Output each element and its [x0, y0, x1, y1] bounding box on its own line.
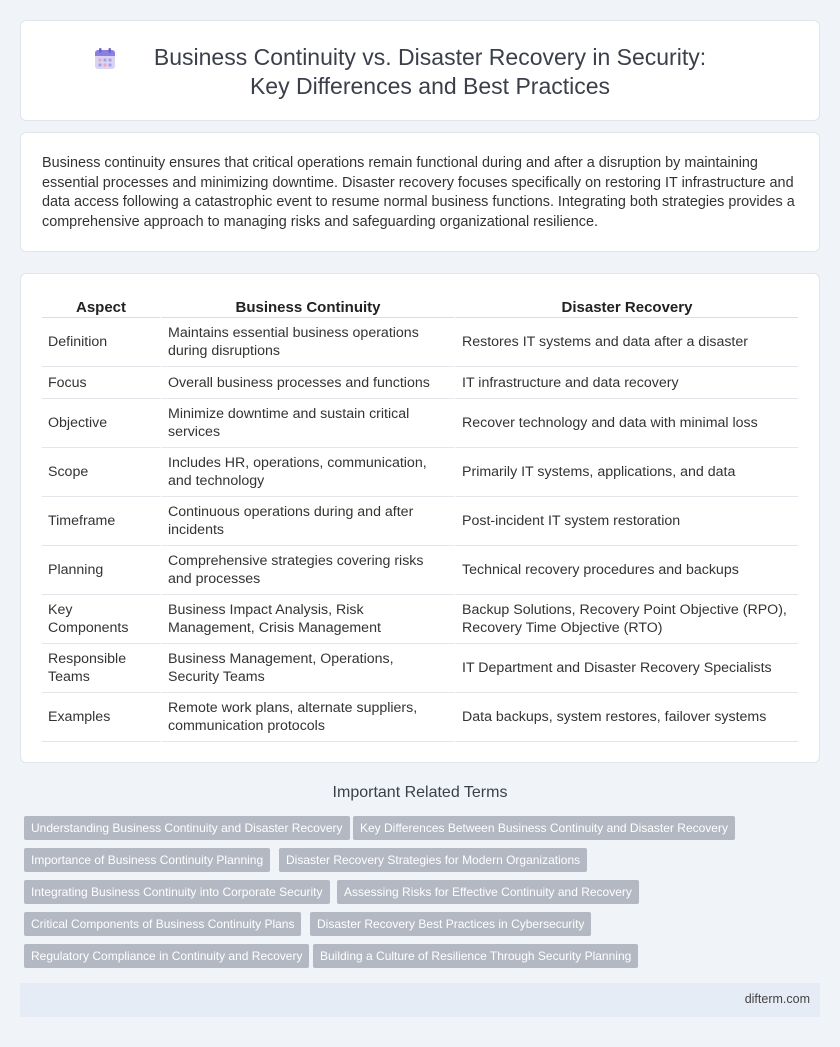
- comparison-card: [20, 273, 820, 763]
- title-card: [20, 20, 820, 121]
- aspect-cell: Examples: [42, 693, 160, 742]
- disaster-recovery-cell: IT infrastructure and data recovery: [454, 367, 798, 399]
- table-row: [42, 318, 798, 367]
- disaster-recovery-cell: Primarily IT systems, applications, and data: [454, 448, 798, 497]
- business-continuity-cell: Minimize downtime and sustain critical services: [160, 399, 454, 448]
- disaster-recovery-cell: Restores IT systems and data after a disaster: [454, 318, 798, 367]
- aspect-cell: Definition: [42, 318, 160, 367]
- comparison-table: [42, 298, 798, 742]
- footer: [20, 983, 820, 1017]
- related-tag[interactable]: Importance of Business Continuity Planning: [24, 848, 270, 872]
- table-row: [42, 497, 798, 546]
- business-continuity-cell: Business Impact Analysis, Risk Management, Crisis Management: [160, 595, 454, 644]
- table-row: [42, 448, 798, 497]
- header-business-continuity: Business Continuity: [160, 298, 454, 318]
- related-tag[interactable]: Disaster Recovery Best Practices in Cybersecurity: [310, 912, 591, 936]
- related-tag[interactable]: Key Differences Between Business Continuity and Disaster Recovery: [353, 816, 735, 840]
- header-disaster-recovery: Disaster Recovery: [454, 298, 798, 318]
- related-tag[interactable]: Regulatory Compliance in Continuity and Recovery: [24, 944, 309, 968]
- business-continuity-cell: Overall business processes and functions: [160, 367, 454, 399]
- table-row: [42, 367, 798, 399]
- aspect-cell: Focus: [42, 367, 160, 399]
- business-continuity-cell: Remote work plans, alternate suppliers, communication protocols: [160, 693, 454, 742]
- aspect-cell: Scope: [42, 448, 160, 497]
- business-continuity-cell: Comprehensive strategies covering risks and processes: [160, 546, 454, 595]
- related-tag[interactable]: Understanding Business Continuity and Disaster Recovery: [24, 816, 350, 840]
- business-continuity-cell: Maintains essential business operations during disruptions: [160, 318, 454, 367]
- table-row: [42, 693, 798, 742]
- disaster-recovery-cell: Backup Solutions, Recovery Point Objective (RPO), Recovery Time Objective (RTO): [454, 595, 798, 644]
- footer-site-link[interactable]: difterm.com: [744, 992, 810, 1006]
- disaster-recovery-cell: Post-incident IT system restoration: [454, 497, 798, 546]
- related-tag[interactable]: Assessing Risks for Effective Continuity and Recovery: [337, 880, 639, 904]
- header-aspect: Aspect: [42, 298, 160, 318]
- aspect-cell: Planning: [42, 546, 160, 595]
- intro-card: [20, 132, 820, 252]
- disaster-recovery-cell: IT Department and Disaster Recovery Specialists: [454, 644, 798, 693]
- disaster-recovery-cell: Recover technology and data with minimal loss: [454, 399, 798, 448]
- business-continuity-cell: Continuous operations during and after incidents: [160, 497, 454, 546]
- table-row: [42, 595, 798, 644]
- table-header-row: [42, 298, 798, 318]
- table-row: [42, 644, 798, 693]
- table-row: [42, 399, 798, 448]
- related-terms-title: Important Related Terms: [332, 784, 508, 801]
- related-tag[interactable]: Building a Culture of Resilience Through Security Planning: [313, 944, 638, 968]
- disaster-recovery-cell: Technical recovery procedures and backups: [454, 546, 798, 595]
- related-tag[interactable]: Critical Components of Business Continuity Plans: [24, 912, 301, 936]
- business-continuity-cell: Includes HR, operations, communication, and technology: [160, 448, 454, 497]
- related-tag[interactable]: Integrating Business Continuity into Corporate Security: [24, 880, 330, 904]
- aspect-cell: Timeframe: [42, 497, 160, 546]
- business-continuity-cell: Business Management, Operations, Security Teams: [160, 644, 454, 693]
- page-title: Business Continuity vs. Disaster Recovery in Security: Key Differences and Best Practices: [153, 44, 707, 99]
- disaster-recovery-cell: Data backups, system restores, failover systems: [454, 693, 798, 742]
- intro-paragraph: Business continuity ensures that critical operations remain functional during and after a disruption by maintaining essential processes and minimizing downtime. Disaster recovery focuses specifically on restoring IT infrastructure and data access following a catastrophic event to resume normal business functions. Integrating both strategies provides a comprehensive approach to managing risks and safeguarding organizational resilience.: [42, 155, 795, 230]
- aspect-cell: Key Components: [42, 595, 160, 644]
- aspect-cell: Responsible Teams: [42, 644, 160, 693]
- related-tag[interactable]: Disaster Recovery Strategies for Modern Organizations: [279, 848, 587, 872]
- table-row: [42, 546, 798, 595]
- aspect-cell: Objective: [42, 399, 160, 448]
